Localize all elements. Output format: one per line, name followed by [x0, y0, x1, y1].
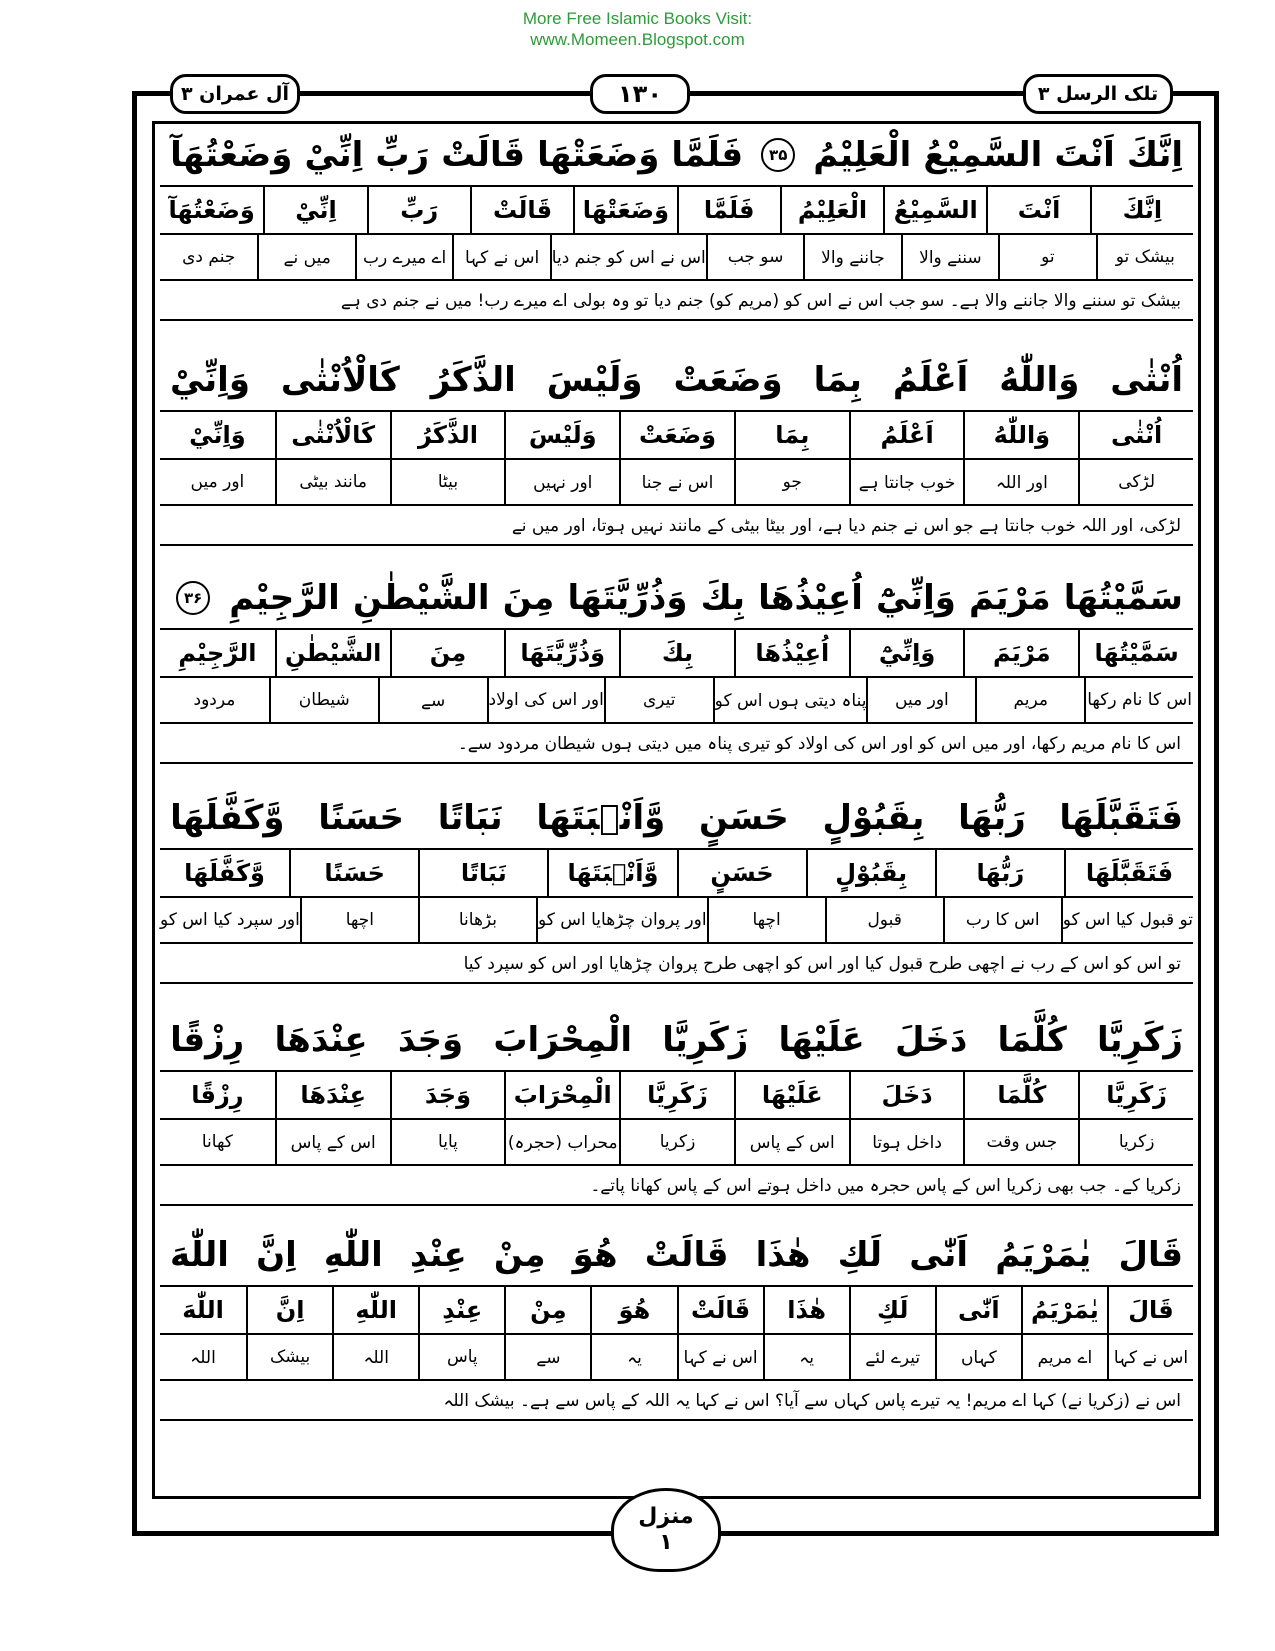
verse-word: اَعْلَمُ [892, 360, 969, 400]
arabic-word-cell: بِكَ [619, 630, 734, 678]
arabic-word-cell: عِنْدَهَا [275, 1072, 390, 1120]
urdu-meaning-cell: داخل ہوتا [849, 1120, 964, 1166]
urdu-meaning-cell: اور میں [866, 678, 975, 724]
urdu-meaning-cell: زکریا [1078, 1120, 1193, 1166]
arabic-word-cell: وَاِنِّيْ [160, 412, 275, 460]
urdu-meaning-cell: جس وقت [963, 1120, 1078, 1166]
arabic-word-cell: اَعْلَمُ [849, 412, 964, 460]
arabic-word-cell: اللّٰهِ [332, 1287, 418, 1335]
urdu-meaning-cell: سے [504, 1335, 590, 1381]
verse-word: الْعَلِيْمُ [813, 135, 912, 175]
arabic-word-cell: اَنّٰى [935, 1287, 1021, 1335]
verse-word: وَجَدَ [397, 1020, 464, 1060]
verse-word: فَلَمَّا [671, 135, 744, 175]
verse-word: وَذُرِّيَّتَهَا [567, 578, 688, 618]
urdu-meaning-cell: زکریا [619, 1120, 734, 1166]
urdu-meanings-row [160, 235, 1193, 281]
arabic-verse-line [160, 568, 1193, 630]
arabic-verse-line [160, 1010, 1193, 1072]
arabic-word-cell: هٰذَا [763, 1287, 849, 1335]
urdu-meaning-cell: اس نے جنا [619, 460, 734, 506]
urdu-meaning-cell: کہاں [935, 1335, 1021, 1381]
urdu-meaning-cell: اس نے کہا [1107, 1335, 1193, 1381]
verse-word: هٰذَا [755, 1235, 811, 1275]
urdu-meaning-cell: جنم دی [160, 235, 257, 281]
arabic-word-cell: وَجَدَ [390, 1072, 505, 1120]
arabic-word-cell: وَّكَفَّلَهَا [160, 850, 289, 898]
verse-word: وَضَعْتُهَآ [170, 135, 293, 175]
urdu-meaning-cell: سو جب [706, 235, 803, 281]
urdu-translation-line: اس کا نام مریم رکھا، اور میں اس کو اور اس کی اولاد کو تیری پناہ میں دیتی ہوں شیطان مردود سے۔ [160, 724, 1193, 764]
verse-word: رِزْقًا [170, 1020, 245, 1060]
verse-word: اَنّٰى [909, 1235, 969, 1275]
verse-word: اِنَّكَ [1126, 135, 1183, 175]
urdu-meaning-cell: مردود [160, 678, 269, 724]
verse-word: وَاِنِّيْ [170, 360, 250, 400]
urdu-meaning-cell: سننے والا [901, 235, 998, 281]
urdu-translation-line: بیشک تو سننے والا جاننے والا ہے۔ سو جب اس نے اس کو (مریم کو) جنم دیا تو وہ بولی اے میرے رب! میں نے جنم دی ہے [160, 281, 1193, 321]
urdu-meaning-cell: بیشک تو [1096, 235, 1193, 281]
verse-word: فَتَقَبَّلَهَا [1059, 798, 1183, 838]
arabic-word-cell: نَبَاتًا [418, 850, 547, 898]
verse-word: الرَّجِيْمِ [229, 578, 340, 618]
arabic-word-cell: بِقَبُوْلٍ [806, 850, 935, 898]
verse-word: وَاِنِّيْٓ [875, 578, 956, 618]
verse-word: اَنْتَ [1054, 135, 1115, 175]
verse-word: مَرْيَمَ [969, 578, 1051, 618]
arabic-word-cell: الْعَلِيْمُ [780, 187, 883, 235]
verse-word: اللّٰهَ [170, 1235, 229, 1275]
urdu-meaning-cell: پایا [390, 1120, 505, 1166]
urdu-meaning-cell: اچھا [707, 898, 825, 944]
verse-word: وَاللّٰهُ [999, 360, 1080, 400]
arabic-word-cell: وَضَعْتُهَآ [160, 187, 263, 235]
arabic-word-cell: الذَّكَرُ [390, 412, 505, 460]
verse-section [160, 350, 1193, 546]
urdu-meaning-cell: تو قبول کیا اس کو [1061, 898, 1193, 944]
verse-word: سَمَّيْتُهَا [1063, 578, 1183, 618]
urdu-meaning-cell: قبول [825, 898, 943, 944]
arabic-words-row [160, 1072, 1193, 1120]
urdu-meaning-cell: اس کا رب [943, 898, 1061, 944]
urdu-meanings-row [160, 1120, 1193, 1166]
urdu-meaning-cell: اللہ [160, 1335, 246, 1381]
verse-word: وَّكَفَّلَهَا [170, 798, 285, 838]
arabic-word-cell: قَالَتْ [677, 1287, 763, 1335]
verse-word: قَالَتْ [644, 1235, 729, 1275]
arabic-word-cell: الشَّيْطٰنِ [275, 630, 390, 678]
urdu-meaning-cell: شیطان [269, 678, 378, 724]
arabic-word-cell: حَسَنًا [289, 850, 418, 898]
arabic-word-cell: وَذُرِّيَّتَهَا [504, 630, 619, 678]
urdu-meaning-cell: تیری [604, 678, 713, 724]
verse-word: زَكَرِيَّا [1096, 1020, 1183, 1060]
urdu-meaning-cell: بیٹا [390, 460, 505, 506]
urdu-translation-line: زکریا کے۔ جب بھی زکریا اس کے پاس حجرہ میں داخل ہوتے اس کے پاس کھانا پاتے۔ [160, 1166, 1193, 1206]
verse-section [160, 1225, 1193, 1421]
arabic-word-cell: اُنْثٰى [1078, 412, 1193, 460]
urdu-meanings-row [160, 898, 1193, 944]
urdu-meaning-cell: اللہ [332, 1335, 418, 1381]
urdu-meaning-cell: اور نہیں [504, 460, 619, 506]
verse-word: قَالَ [1118, 1235, 1183, 1275]
arabic-word-cell: هُوَ [590, 1287, 676, 1335]
arabic-word-cell: زَكَرِيَّا [1078, 1072, 1193, 1120]
urdu-meaning-cell: یہ [763, 1335, 849, 1381]
arabic-verse-line [160, 350, 1193, 412]
urdu-meaning-cell: اور میں [160, 460, 275, 506]
arabic-word-cell: اِنَّ [246, 1287, 332, 1335]
arabic-word-cell: رَبُّهَا [935, 850, 1064, 898]
urdu-meaning-cell: اس کا نام رکھا [1084, 678, 1193, 724]
arabic-word-cell: رِزْقًا [160, 1072, 275, 1120]
verse-word: اُعِيْذُهَا [758, 578, 863, 618]
arabic-word-cell: لَكِ [849, 1287, 935, 1335]
urdu-translation-line: تو اس کو اس کے رب نے اچھی طرح قبول کیا اور اس کو اچھی طرح پروان چڑھایا اور اس کو سپرد کیا [160, 944, 1193, 984]
surah-name-label: آل عمران ۳ [170, 74, 300, 114]
verse-word: عِنْدِ [409, 1235, 467, 1275]
urdu-meaning-cell: پاس [418, 1335, 504, 1381]
arabic-word-cell: السَّمِيْعُ [883, 187, 986, 235]
arabic-word-cell: رَبِّ [367, 187, 470, 235]
urdu-meaning-cell: اور سپرد کیا اس کو [160, 898, 300, 944]
ayah-number: ۳۵ [761, 138, 795, 172]
verse-word: وَضَعَتْ [673, 360, 783, 400]
urdu-meaning-cell: خوب جانتا ہے [849, 460, 964, 506]
verse-word: اِنِّيْ [304, 135, 364, 175]
verse-word: حَسَنٍ [699, 798, 789, 838]
arabic-word-cell: مِنْ [504, 1287, 590, 1335]
arabic-verse-line [160, 125, 1193, 187]
arabic-word-cell: فَتَقَبَّلَهَا [1064, 850, 1193, 898]
arabic-word-cell: اِنَّكَ [1090, 187, 1193, 235]
verse-section [160, 788, 1193, 984]
urdu-meaning-cell: بڑھانا [418, 898, 536, 944]
urdu-meaning-cell: اچھا [300, 898, 418, 944]
arabic-word-cell: زَكَرِيَّا [619, 1072, 734, 1120]
para-name-label: تلک الرسل ۳ [1023, 74, 1173, 114]
urdu-meanings-row [160, 460, 1193, 506]
urdu-meaning-cell: اس کے پاس [734, 1120, 849, 1166]
verse-word: نَبَاتًا [437, 798, 503, 838]
verse-word: وَّاَنْۢبَتَهَا [536, 798, 666, 838]
urdu-meaning-cell: مریم [975, 678, 1084, 724]
verse-word: كُلَّمَا [997, 1020, 1067, 1060]
arabic-word-cell: كُلَّمَا [963, 1072, 1078, 1120]
urdu-meaning-cell: مانند بیٹی [275, 460, 390, 506]
verse-word: اِنَّ [256, 1235, 297, 1275]
verse-word: لَكِ [837, 1235, 883, 1275]
arabic-word-cell: يٰمَرْيَمُ [1021, 1287, 1107, 1335]
urdu-meaning-cell: یہ [590, 1335, 676, 1381]
urdu-meaning-cell: اے میرے رب [355, 235, 452, 281]
urdu-translation-line: اس نے (زکریا نے) کہا اے مریم! یہ تیرے پاس کہاں سے آیا؟ اس نے کہا یہ اللہ کے پاس سے ہے۔ بیشک اللہ [160, 1381, 1193, 1421]
arabic-words-row [160, 187, 1193, 235]
manzil-badge [611, 1488, 721, 1572]
urdu-meaning-cell: سے [378, 678, 487, 724]
urdu-meaning-cell: کھانا [160, 1120, 275, 1166]
urdu-meaning-cell: اس نے کہا [452, 235, 549, 281]
arabic-word-cell: عَلَيْهَا [734, 1072, 849, 1120]
verse-word: وَضَعَتْهَا [537, 135, 660, 175]
verse-word: اللّٰهِ [323, 1235, 383, 1275]
arabic-word-cell: اللّٰهَ [160, 1287, 246, 1335]
verse-word: بِمَا [813, 360, 862, 400]
verse-word: دَخَلَ [894, 1020, 968, 1060]
page-number: ۱۳۰ [590, 74, 690, 114]
verse-word: رَبِّ [375, 135, 430, 175]
arabic-word-cell: وَضَعَتْ [619, 412, 734, 460]
arabic-word-cell: عِنْدِ [418, 1287, 504, 1335]
verse-word: السَّمِيْعُ [923, 135, 1043, 175]
urdu-meaning-cell: جاننے والا [803, 235, 900, 281]
verse-word: مِنْ [493, 1235, 546, 1275]
urdu-translation-line: لڑکی، اور اللہ خوب جانتا ہے جو اس نے جنم دیا ہے، اور بیٹا بیٹی کے مانند نہیں ہوتا، اور میں نے [160, 506, 1193, 546]
arabic-word-cell: اَنْتَ [986, 187, 1089, 235]
arabic-verse-line [160, 788, 1193, 850]
ayah-number: ۳۶ [176, 581, 210, 615]
manzil-number: ۱ [659, 1530, 673, 1555]
promo-banner [0, 8, 1275, 50]
arabic-word-cell: قَالَتْ [470, 187, 573, 235]
urdu-meaning-cell: اور اللہ [963, 460, 1078, 506]
verse-word: الْمِحْرَابَ [493, 1020, 633, 1060]
arabic-word-cell: حَسَنٍ [677, 850, 806, 898]
verse-word: زَكَرِيَّا [662, 1020, 749, 1060]
verse-section [160, 1010, 1193, 1206]
urdu-meaning-cell: لڑکی [1078, 460, 1193, 506]
arabic-word-cell: قَالَ [1107, 1287, 1193, 1335]
arabic-word-cell: الْمِحْرَابَ [504, 1072, 619, 1120]
urdu-meaning-cell: محراب (حجرہ) [504, 1120, 619, 1166]
arabic-word-cell: وَلَيْسَ [504, 412, 619, 460]
arabic-word-cell: مِنَ [390, 630, 505, 678]
urdu-meanings-row [160, 678, 1193, 724]
arabic-verse-line [160, 1225, 1193, 1287]
arabic-word-cell: كَالْاُنْثٰى [275, 412, 390, 460]
urdu-meanings-row [160, 1335, 1193, 1381]
urdu-meaning-cell: تو [998, 235, 1095, 281]
arabic-words-row [160, 1287, 1193, 1335]
arabic-word-cell: مَرْيَمَ [963, 630, 1078, 678]
arabic-word-cell: وَضَعَتْهَا [573, 187, 676, 235]
promo-line-1: More Free Islamic Books Visit: [522, 9, 753, 28]
verse-word: رَبُّهَا [958, 798, 1026, 838]
arabic-word-cell: الرَّجِيْمِ [160, 630, 275, 678]
arabic-words-row [160, 630, 1193, 678]
arabic-words-row [160, 412, 1193, 460]
arabic-word-cell: وَاِنِّيْٓ [849, 630, 964, 678]
verse-word: هُوَ [572, 1235, 618, 1275]
urdu-meaning-cell: جو [734, 460, 849, 506]
arabic-word-cell: بِمَا [734, 412, 849, 460]
arabic-word-cell: دَخَلَ [849, 1072, 964, 1120]
verse-word: يٰمَرْيَمُ [995, 1235, 1092, 1275]
verse-word: عِنْدَهَا [274, 1020, 368, 1060]
verse-word: قَالَتْ [441, 135, 525, 175]
verse-word: عَلَيْهَا [778, 1020, 865, 1060]
verse-word: كَالْاُنْثٰى [280, 360, 400, 400]
verse-word: اُنْثٰى [1110, 360, 1183, 400]
arabic-word-cell: اُعِيْذُهَا [734, 630, 849, 678]
verse-word: حَسَنًا [318, 798, 404, 838]
verse-word: وَلَيْسَ [546, 360, 643, 400]
urdu-meaning-cell: اور پروان چڑھایا اس کو [536, 898, 707, 944]
verse-word: بِكَ [700, 578, 746, 618]
verse-word: مِنَ [502, 578, 555, 618]
urdu-meaning-cell: اس نے کہا [677, 1335, 763, 1381]
urdu-meaning-cell: اور اس کی اولاد [487, 678, 604, 724]
verse-word: الشَّيْطٰنِ [352, 578, 490, 618]
verse-word: بِقَبُوْلٍ [822, 798, 925, 838]
urdu-meaning-cell: میں نے [257, 235, 354, 281]
manzil-label: منزل [638, 1504, 694, 1529]
verse-section [160, 125, 1193, 321]
arabic-word-cell: اِنِّيْ [263, 187, 366, 235]
promo-line-2: www.Momeen.Blogspot.com [530, 30, 745, 49]
urdu-meaning-cell: اس کے پاس [275, 1120, 390, 1166]
arabic-words-row [160, 850, 1193, 898]
urdu-meaning-cell: اس نے اس کو جنم دیا [550, 235, 706, 281]
urdu-meaning-cell: پناہ دیتی ہوں اس کو [713, 678, 867, 724]
arabic-word-cell: سَمَّيْتُهَا [1078, 630, 1193, 678]
urdu-meaning-cell: بیشک [246, 1335, 332, 1381]
arabic-word-cell: وَّاَنْۢبَتَهَا [547, 850, 676, 898]
arabic-word-cell: فَلَمَّا [677, 187, 780, 235]
urdu-meaning-cell: تیرے لئے [849, 1335, 935, 1381]
verse-word: الذَّكَرُ [430, 360, 516, 400]
verse-section [160, 568, 1193, 764]
arabic-word-cell: وَاللّٰهُ [963, 412, 1078, 460]
urdu-meaning-cell: اے مریم [1021, 1335, 1107, 1381]
